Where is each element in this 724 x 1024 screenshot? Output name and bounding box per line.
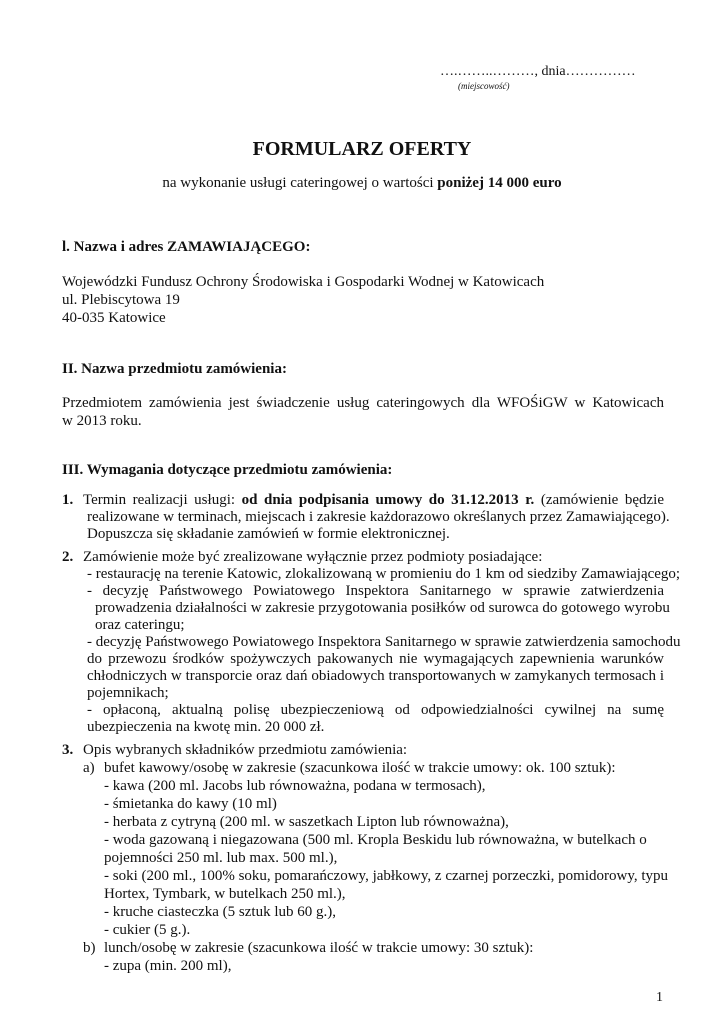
form-subtitle xyxy=(0,175,724,192)
item3-intro: Opis wybranych składników przedmiotu zamówienia: xyxy=(83,742,408,758)
item2-line: chłodniczych w transporcie oraz dań obiadowych transportowanych w zamykanych termosach i xyxy=(87,668,664,684)
item3a-line: Hortex, Tymbark, w butelkach 250 ml.), xyxy=(104,886,346,902)
item2-line: prowadzenia działalności w zakresie przygotowania posiłków od surowca do gotowego wyrobu xyxy=(95,600,670,616)
item3a-line: - soki (200 ml., 100% soku, pomarańczowy, jabłkowy, z czarnej porzeczki, pomidorowy, typu xyxy=(104,868,669,884)
section1-line: 40-035 Katowice xyxy=(62,310,166,326)
item3a-line: pojemności 250 ml. lub max. 500 ml.), xyxy=(104,850,338,866)
item3b-line: - zupa (min. 200 ml), xyxy=(104,958,232,974)
page-number: 1 xyxy=(656,990,663,1005)
item3a-line: - kawa (200 ml. Jacobs lub równoważna, podana w termosach), xyxy=(104,778,486,794)
item3a-marker: a) xyxy=(83,760,95,776)
item1-number: 1. xyxy=(62,492,74,508)
item2-line: - restaurację na terenie Katowic, zlokalizowaną w promieniu do 1 km od siedziby Zamawiającego; xyxy=(87,566,681,582)
item3a-line: - woda gazowaną i niegazowana (500 ml. Kropla Beskidu lub równoważna, w butelkach o xyxy=(104,832,647,848)
item2-line: Zamówienie może być zrealizowane wyłącznie przez podmioty posiadające: xyxy=(83,549,543,565)
item3a-line: - kruche ciasteczka (5 sztuk lub 60 g.), xyxy=(104,904,336,920)
item1-line1-suffix: (zamówienie będzie xyxy=(534,492,664,508)
item3a-line: - cukier (5 g.). xyxy=(104,922,191,938)
item3b-text: lunch/osobę w zakresie (szacunkowa ilość w trakcie umowy: 30 sztuk): xyxy=(104,940,534,956)
section2-heading: II. Nazwa przedmiotu zamówienia: xyxy=(62,361,287,377)
section3-heading: III. Wymagania dotyczące przedmiotu zamówienia: xyxy=(62,462,393,478)
item2-line: do przewozu środków spożywczych pakowanych nie wymagających zapewnienia warunków xyxy=(87,651,664,667)
subtitle-prefix: na wykonanie usługi cateringowej o wartości xyxy=(162,175,438,191)
item3a-line: - herbata z cytryną (200 ml. w saszetkach Lipton lub równoważna), xyxy=(104,814,509,830)
section1-line: ul. Plebiscytowa 19 xyxy=(62,292,180,308)
place-date-line: ….……..………, dnia…………… xyxy=(440,64,636,79)
item1-line2: realizowane w terminach, miejscach i zakresie każdorazowo określanych przez Zamawiającego). xyxy=(87,509,670,525)
item3-number: 3. xyxy=(62,742,74,758)
section1-line: Wojewódzki Fundusz Ochrony Środowiska i Gospodarki Wodnej w Katowicach xyxy=(62,274,545,290)
form-title: FORMULARZ OFERTY xyxy=(252,138,472,160)
item1-line3: Dopuszcza się składanie zamówień w formie elektronicznej. xyxy=(87,526,450,542)
item2-line: - decyzję Państwowego Powiatowego Inspektora Sanitarnego w sprawie zatwierdzenia xyxy=(87,583,664,599)
item2-line: - opłaconą, aktualną polisę ubezpieczeniową od odpowiedzialności cywilnej na sumę xyxy=(87,702,664,718)
subtitle-bold: poniżej 14 000 euro xyxy=(437,175,562,191)
item2-line: pojemnikach; xyxy=(87,685,169,701)
place-label: (miejscowość) xyxy=(458,81,510,91)
item1-line1 xyxy=(83,491,664,509)
item3b-marker: b) xyxy=(83,940,96,956)
item1-line1-prefix: Termin realizacji usługi: xyxy=(83,492,242,508)
section1-heading: l. Nazwa i adres ZAMAWIAJĄCEGO: xyxy=(62,239,311,255)
item2-number: 2. xyxy=(62,549,74,565)
section2-line: w 2013 roku. xyxy=(62,413,142,429)
section2-line: Przedmiotem zamówienia jest świadczenie usług cateringowych dla WFOŚiGW w Katowicach xyxy=(62,395,664,411)
item3a-line: - śmietanka do kawy (10 ml) xyxy=(104,796,277,812)
item1-line1-bold: od dnia podpisania umowy do 31.12.2013 r. xyxy=(241,492,535,508)
item2-line: oraz cateringu; xyxy=(95,617,185,633)
item2-line: - decyzję Państwowego Powiatowego Inspektora Sanitarnego w sprawie zatwierdzenia samochodu xyxy=(87,634,681,650)
item3a-text: bufet kawowy/osobę w zakresie (szacunkowa ilość w trakcie umowy: ok. 100 sztuk): xyxy=(104,760,616,776)
item2-line: ubezpieczenia na kwotę min. 20 000 zł. xyxy=(87,719,325,735)
